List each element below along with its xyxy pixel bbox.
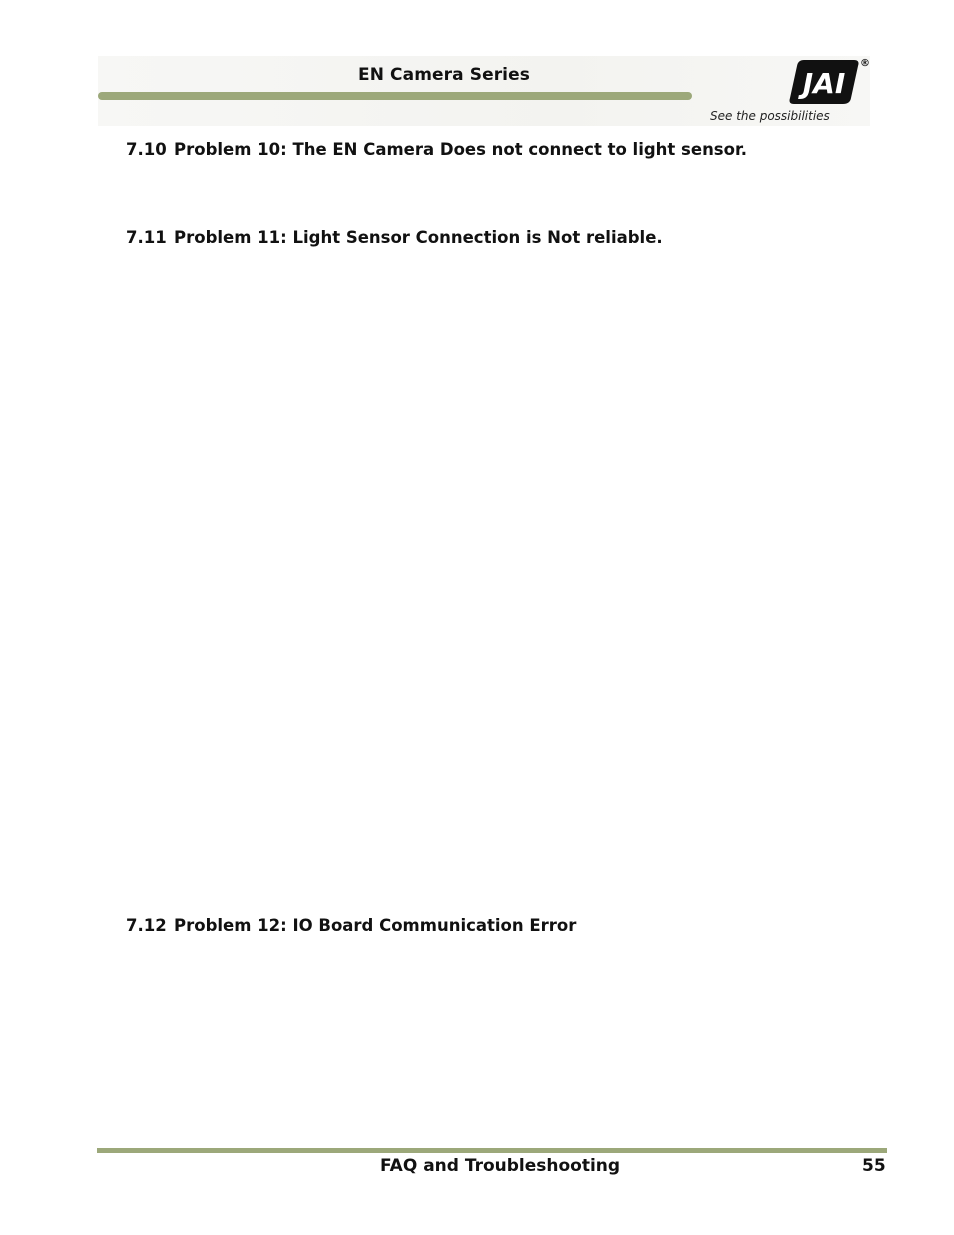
logo-text: JAI (802, 67, 846, 100)
page-number: 55 (862, 1156, 886, 1176)
page-header-title: EN Camera Series (358, 65, 530, 85)
footer-rule (97, 1148, 887, 1153)
section-heading-7-10 (126, 140, 747, 159)
registered-mark: ® (860, 58, 870, 69)
section-title: Problem 12: IO Board Communication Error (174, 916, 577, 935)
section-number: 7.11 (126, 228, 167, 247)
section-title: Problem 11: Light Sensor Connection is Not reliable. (174, 228, 663, 247)
header-rule (98, 92, 692, 100)
jai-logo-icon (788, 56, 860, 106)
section-number: 7.10 (126, 140, 167, 159)
section-heading-7-12 (126, 916, 576, 935)
logo-tagline: See the possibilities (710, 109, 830, 123)
section-heading-7-11 (126, 228, 663, 247)
footer-section-title: FAQ and Troubleshooting (380, 1156, 621, 1176)
section-number: 7.12 (126, 916, 167, 935)
section-title: Problem 10: The EN Camera Does not connect to light sensor. (174, 140, 748, 159)
